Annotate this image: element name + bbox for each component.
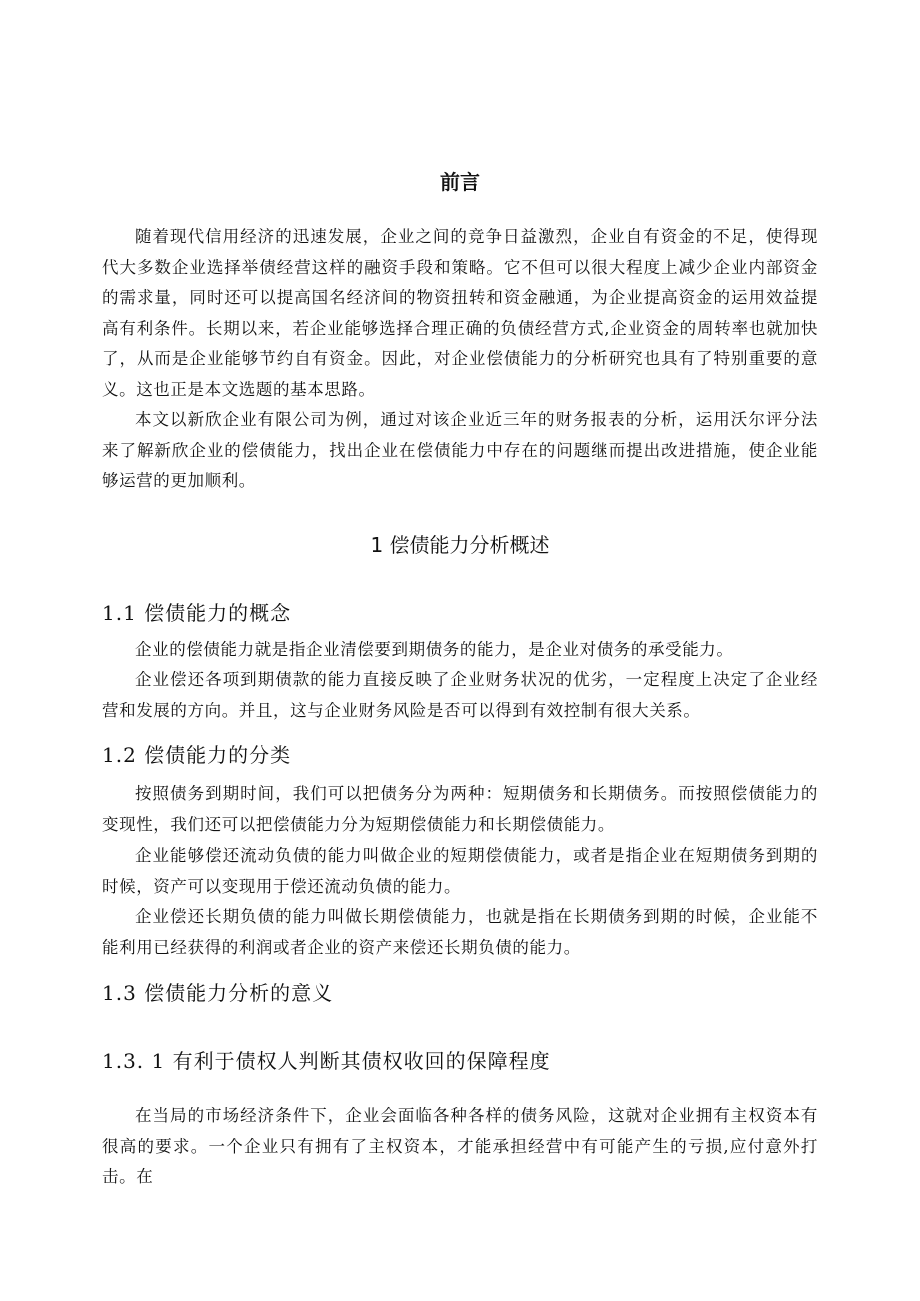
section-1-1-paragraph-2: 企业偿还各项到期债款的能力直接反映了企业财务状况的优劣，一定程度上决定了企业经营和发展的方向。并且，这与企业财务风险是否可以得到有效控制有很大关系。 bbox=[102, 670, 818, 720]
preface-paragraph-2: 本文以新欣企业有限公司为例，通过对该企业近三年的财务报表的分析，运用沃尔评分法来了解新欣企业的偿债能力，找出企业在偿债能力中存在的问题继而提出改进措施，使企业能够运营的更加顺利。 bbox=[102, 410, 818, 490]
section-1-1-title: 1.1 偿债能力的概念 bbox=[102, 601, 292, 625]
section-1-2-paragraph-2: 企业能够偿还流动负债的能力叫做企业的短期偿债能力，或者是指企业在短期债务到期的时候，资产可以变现用于偿还流动负债的能力。 bbox=[102, 846, 818, 896]
preface-paragraph-1: 随着现代信用经济的迅速发展，企业之间的竞争日益激烈，企业自有资金的不足，使得现代大多数企业选择举债经营这样的融资手段和策略。它不但可以很大程度上减少企业内部资金的需求量，同时还可以提高国名经济间的物资扭转和资金融通，为企业提高资金的运用效益提高有利条件。长期以来，若企业能够选择合理正确的负债经营方式,企业资金的周转率也就加快了，从而是企业能够节约自有资金。因此，对企业偿债能力的分析研究也具有了特别重要的意义。这也正是本文选题的基本思路。 bbox=[102, 227, 818, 399]
section-1-3-1-paragraph-1: 在当局的市场经济条件下，企业会面临各种各样的债务风险，这就对企业拥有主权资本有很高的要求。一个企业只有拥有了主权资本，才能承担经营中有可能产生的亏损,应付意外打击。在 bbox=[102, 1106, 818, 1186]
section-1-3-1-title: 1.3. 1 有利于债权人判断其债权收回的保障程度 bbox=[102, 1049, 551, 1073]
preface-title: 前言 bbox=[440, 170, 480, 194]
section-1-2-paragraph-3: 企业偿还长期负债的能力叫做长期偿债能力，也就是指在长期债务到期的时候，企业能不能利用已经获得的利润或者企业的资产来偿还长期负债的能力。 bbox=[102, 907, 818, 957]
section-1-1-paragraph-1: 企业的偿债能力就是指企业清偿要到期债务的能力，是企业对债务的承受能力。 bbox=[135, 640, 734, 659]
section-1-2-paragraph-1: 按照债务到期时间，我们可以把债务分为两种：短期债务和长期债务。而按照偿债能力的变现性，我们还可以把偿债能力分为短期偿债能力和长期偿债能力。 bbox=[102, 784, 818, 834]
section-1-2-title: 1.2 偿债能力的分类 bbox=[102, 743, 292, 767]
section-1-3-title: 1.3 偿债能力分析的意义 bbox=[102, 981, 334, 1005]
chapter-1-title: 1 偿债能力分析概述 bbox=[370, 533, 550, 557]
